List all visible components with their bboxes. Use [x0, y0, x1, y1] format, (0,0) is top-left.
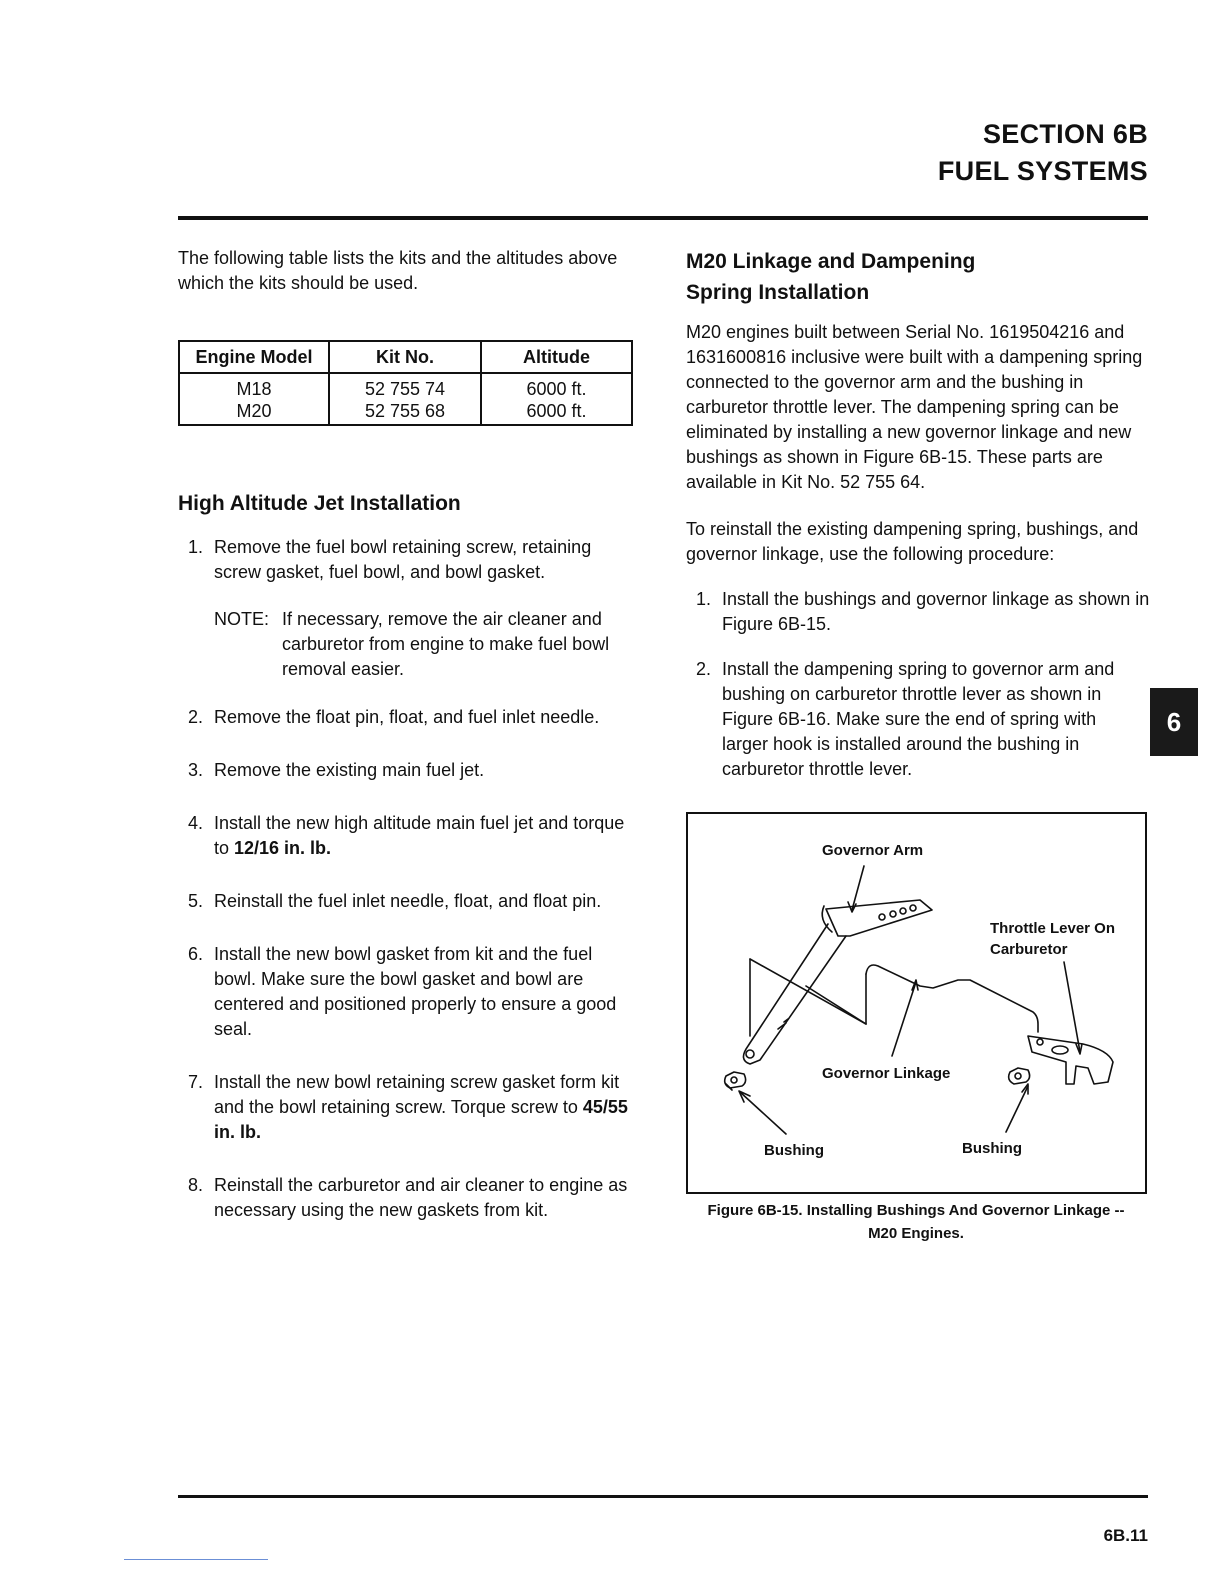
note-text: If necessary, remove the air cleaner and carburetor from engine to make fuel bowl removal easier.: [282, 609, 610, 679]
reinstall-paragraph: To reinstall the existing dampening spring, bushings, and governor linkage, use the following procedure:: [686, 519, 1139, 564]
list-item: 1. Remove the fuel bowl retaining screw, retaining screw gasket, fuel bowl, and bowl gasket.: [188, 537, 592, 582]
section-tab: 6: [1150, 688, 1198, 756]
table-cell: 6000 ft.: [481, 400, 632, 425]
list-item: 2. Install the dampening spring to governor arm and bushing on carburetor throttle lever as shown in Figure 6B-16. Make sure the end of spring with larger hook is installed around the bushing in carburetor throttle lever.: [696, 659, 1115, 779]
footer-rule: [178, 1495, 1148, 1498]
note-label: NOTE:: [214, 609, 270, 629]
page-number: 6B.11: [1103, 1526, 1148, 1545]
right-column: [686, 246, 1151, 1245]
left-steps-list: [178, 535, 638, 585]
label-bushing-right: Bushing: [962, 1140, 1022, 1157]
table-header-engine-model: Engine Model: [179, 341, 329, 373]
list-item: 8. Reinstall the carburetor and air cleaner to engine as necessary using the new gaskets from kit.: [188, 1175, 628, 1220]
table-cell: M20: [179, 400, 329, 425]
governor-linkage-illustration: [688, 814, 1145, 1192]
note: [178, 607, 638, 682]
list-item: 6. Install the new bowl gasket from kit and the fuel bowl. Make sure the bowl gasket and bowl are centered and positioned properly to ensure a good seal.: [188, 944, 617, 1039]
section-label: SECTION 6B: [982, 119, 1148, 149]
right-steps-list: [686, 587, 1151, 782]
divider: [124, 1559, 268, 1560]
m20-linkage-heading: M20 Linkage and Dampening Spring Installation: [686, 250, 976, 304]
list-item: 1. Install the bushings and governor linkage as shown in Figure 6B-15.: [696, 589, 1150, 634]
label-governor-linkage: Governor Linkage: [822, 1065, 951, 1082]
figure-6b-15: [686, 812, 1147, 1194]
header-rule: [178, 216, 1148, 220]
left-column: [178, 246, 638, 1223]
m20-paragraph: M20 engines built between Serial No. 1619504216 and 1631600816 inclusive were built with a dampening spring connected to the governor arm and the bushing in carburetor throttle lever. The dampening spring can be eliminated by installing a new governor linkage and new bushings as shown in Figure 6B-15. These parts are available in Kit No. 52 755 64.: [686, 322, 1143, 492]
intro-paragraph: The following table lists the kits and the altitudes above which the kits should be used.: [178, 248, 618, 293]
label-bushing-left: Bushing: [764, 1142, 824, 1159]
section-title: FUEL SYSTEMS: [937, 156, 1148, 186]
kit-table: [178, 340, 633, 426]
list-item: 3. Remove the existing main fuel jet.: [188, 760, 485, 780]
table-cell: 52 755 74: [329, 373, 481, 400]
table-row: [179, 400, 632, 425]
list-item: 7. Install the new bowl retaining screw gasket form kit and the bowl retaining screw. Torque screw to 45/55 in. lb.: [188, 1072, 628, 1142]
table-header-altitude: Altitude: [481, 341, 632, 373]
left-steps-list-cont: [178, 705, 638, 1223]
list-item: 4. Install the new high altitude main fuel jet and torque to 12/16 in. lb.: [188, 813, 625, 858]
label-throttle-lever: Throttle Lever On Carburetor: [990, 920, 1116, 958]
high-altitude-heading: High Altitude Jet Installation: [178, 492, 461, 515]
table-cell: 6000 ft.: [481, 373, 632, 400]
figure-caption: Figure 6B-15. Installing Bushings And Governor Linkage -- M20 Engines.: [707, 1202, 1125, 1242]
table-cell: M18: [179, 373, 329, 400]
list-item: 5. Reinstall the fuel inlet needle, float, and float pin.: [188, 891, 602, 911]
table-row: [179, 373, 632, 400]
label-governor-arm: Governor Arm: [822, 842, 924, 859]
table-header-kit-no: Kit No.: [329, 341, 481, 373]
table-cell: 52 755 68: [329, 400, 481, 425]
list-item: 2. Remove the float pin, float, and fuel inlet needle.: [188, 707, 600, 727]
